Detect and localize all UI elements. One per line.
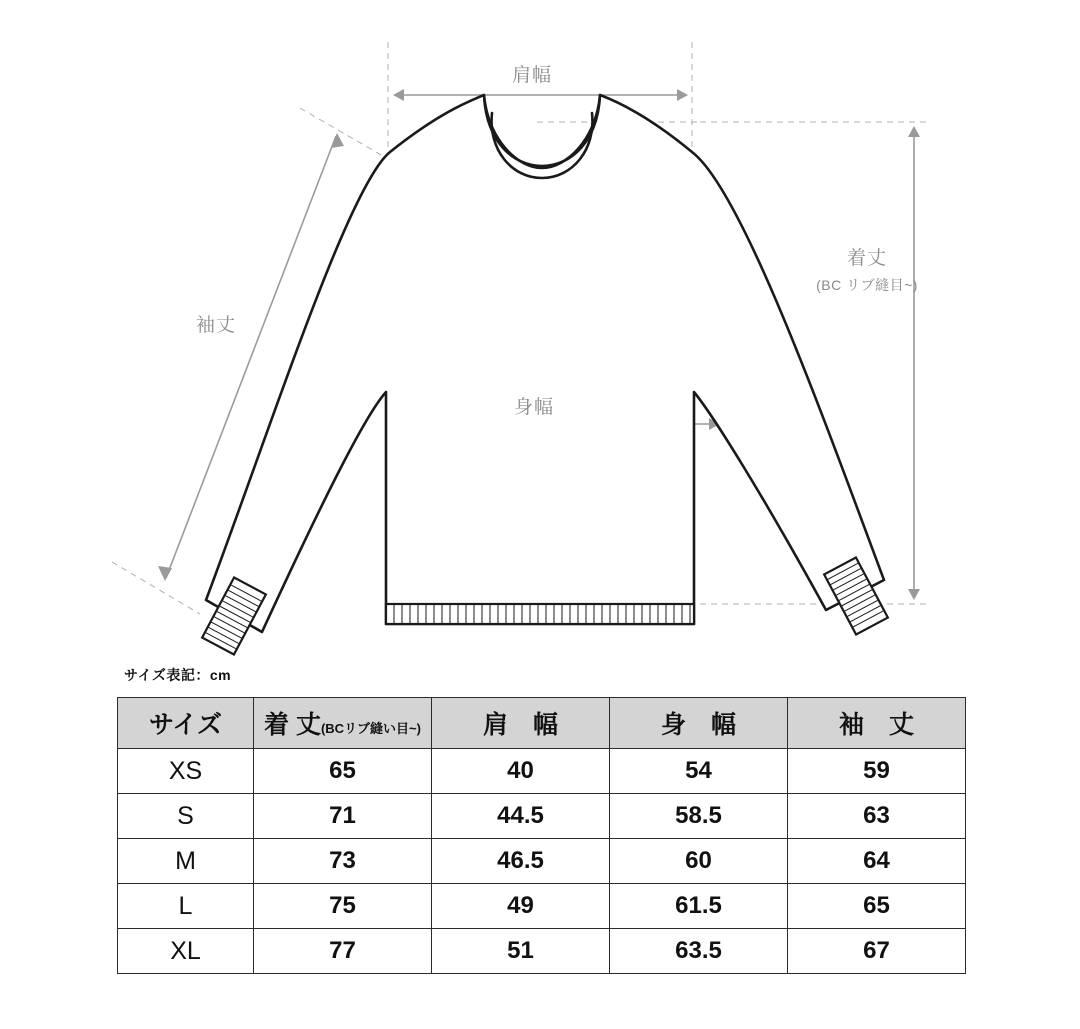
cell-length: 65 xyxy=(254,749,432,794)
cell-size: XS xyxy=(118,749,254,794)
hem-ribbing xyxy=(386,604,694,624)
chest-width-label: 身幅 xyxy=(514,397,555,418)
table-row xyxy=(118,884,966,929)
unit-note: サイズ表記：cm xyxy=(124,667,232,683)
cell-chest: 61.5 xyxy=(610,884,788,929)
cell-length: 71 xyxy=(254,794,432,839)
body-length-label-main: 着丈 xyxy=(846,248,887,269)
cell-chest: 58.5 xyxy=(610,794,788,839)
length-dimension-arrow xyxy=(908,126,920,600)
cell-size: S xyxy=(118,794,254,839)
cell-size: L xyxy=(118,884,254,929)
cell-sleeve: 63 xyxy=(788,794,966,839)
shoulder-dimension-arrow xyxy=(393,89,688,101)
body-length-label-sub: (BC リブ縫目~) xyxy=(816,277,918,293)
cell-sleeve: 67 xyxy=(788,929,966,974)
cell-chest: 63.5 xyxy=(610,929,788,974)
header-length xyxy=(254,698,432,749)
cell-sleeve: 64 xyxy=(788,839,966,884)
size-table xyxy=(117,697,966,974)
cell-length: 73 xyxy=(254,839,432,884)
size-table-header xyxy=(118,698,966,749)
cell-size: M xyxy=(118,839,254,884)
header-size: サイズ xyxy=(118,698,254,749)
header-length-main: 着 丈 xyxy=(264,711,321,739)
cell-length: 75 xyxy=(254,884,432,929)
cell-shoulder: 51 xyxy=(432,929,610,974)
table-row xyxy=(118,929,966,974)
body-length-label xyxy=(812,243,922,295)
cell-sleeve: 59 xyxy=(788,749,966,794)
table-header-row xyxy=(118,698,966,749)
header-chest: 身 幅 xyxy=(610,698,788,749)
header-length-sub: (BCリブ縫い目~) xyxy=(320,721,421,736)
cell-sleeve: 65 xyxy=(788,884,966,929)
cell-shoulder: 44.5 xyxy=(432,794,610,839)
cell-length: 77 xyxy=(254,929,432,974)
sleeve-length-label: 袖丈 xyxy=(196,315,237,336)
size-table-body xyxy=(118,749,966,974)
cell-shoulder: 40 xyxy=(432,749,610,794)
table-row xyxy=(118,749,966,794)
cell-chest: 54 xyxy=(610,749,788,794)
cell-size: XL xyxy=(118,929,254,974)
shoulder-width-label: 肩幅 xyxy=(512,65,553,86)
header-shoulder: 肩 幅 xyxy=(432,698,610,749)
table-row xyxy=(118,794,966,839)
sweater-outline xyxy=(206,95,884,632)
cell-shoulder: 49 xyxy=(432,884,610,929)
size-table-container xyxy=(117,697,965,974)
table-row xyxy=(118,839,966,884)
header-sleeve: 袖 丈 xyxy=(788,698,966,749)
cell-shoulder: 46.5 xyxy=(432,839,610,884)
cell-chest: 60 xyxy=(610,839,788,884)
